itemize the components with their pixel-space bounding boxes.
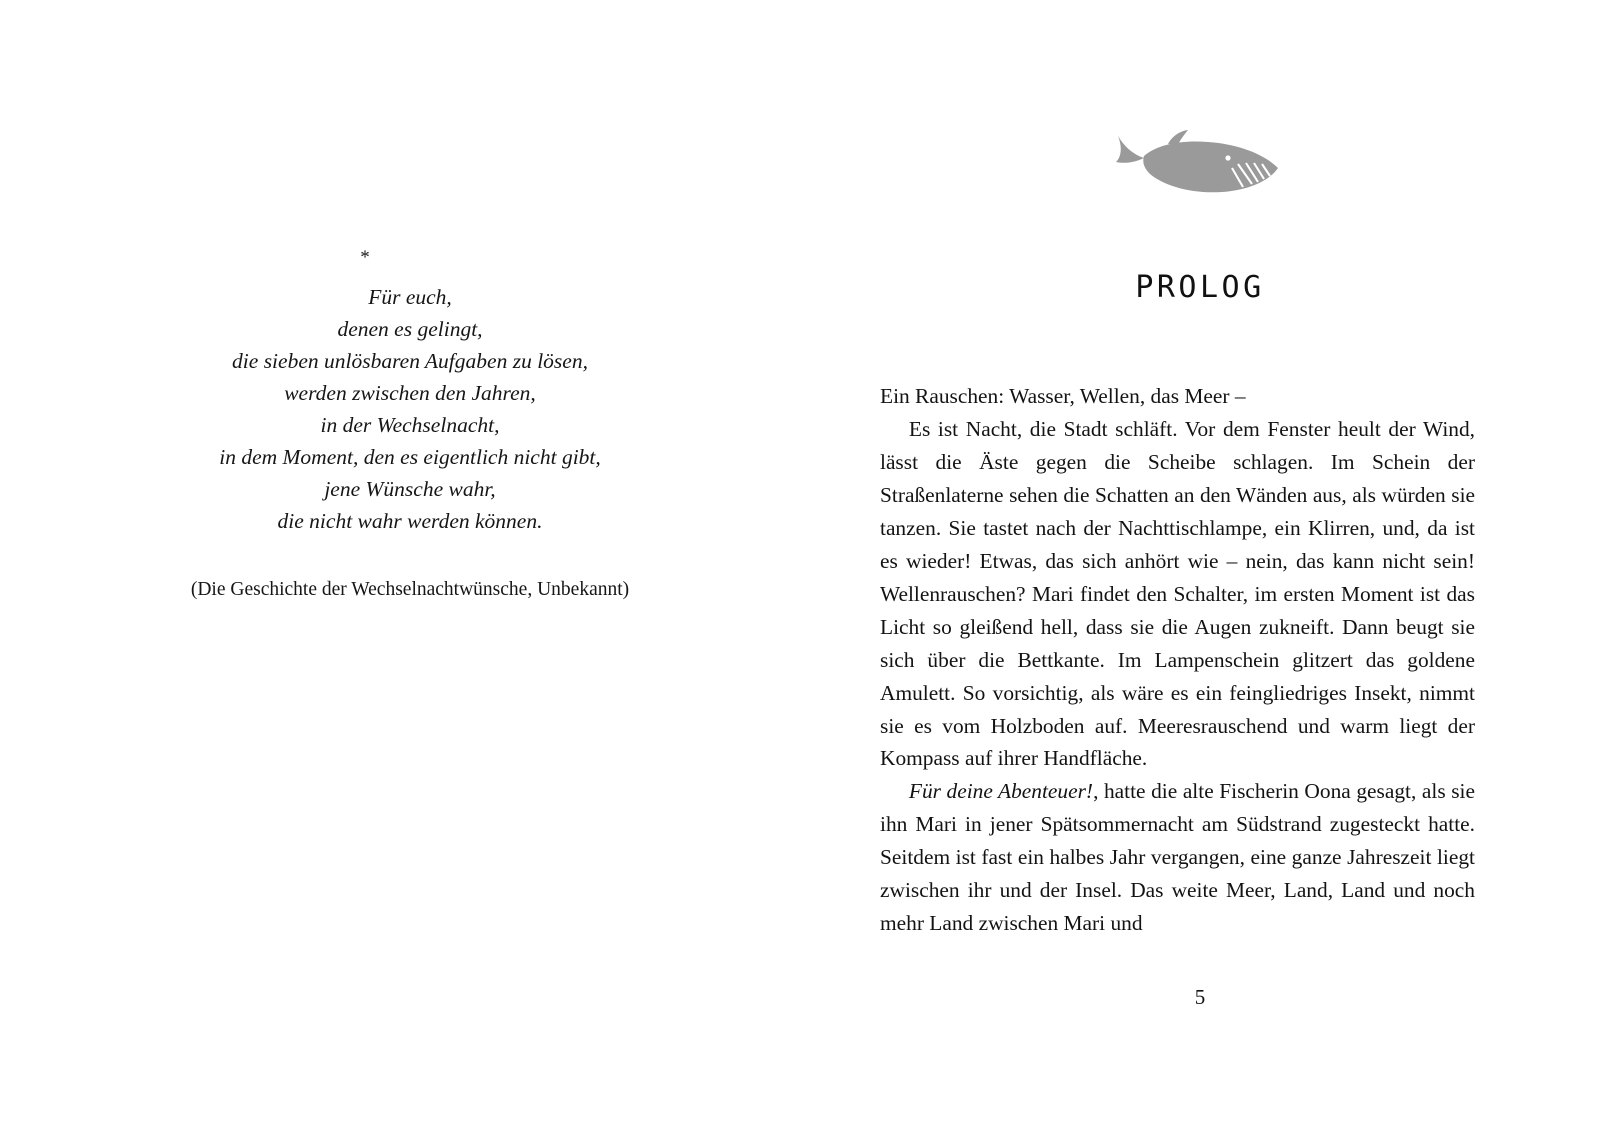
dedication-line: die sieben unlösbaren Aufgaben zu lösen, <box>232 349 588 374</box>
whale-icon <box>1110 120 1290 210</box>
asterisk-ornament: * <box>360 247 370 268</box>
dedication-line: die nicht wahr werden können. <box>277 509 543 534</box>
dedication-line: jene Wünsche wahr, <box>324 477 496 502</box>
dedication-line: Für euch, <box>368 285 452 309</box>
dedication-line: denen es gelingt, <box>337 317 483 342</box>
chapter-title: PROLOG <box>1135 270 1265 305</box>
whale-ornament <box>800 120 1600 210</box>
dedication-text <box>150 281 670 537</box>
paragraph: Es ist Nacht, die Stadt schläft. Vor dem Fenster heult der Wind, lässt die Äste gegen die Scheibe schlagen. Im Schein der Straßenlaterne sehen die Schatten an den Wänden aus, als würden sie tanzen. Sie tastet nach der Nachttischlampe, ein Klirren, und, da ist es wieder! Etwas, das sich anhört wie – nein, das kann nicht sein! Wellenrauschen? Mari findet den Schalter, im ersten Moment ist das Licht so gleißend hell, dass sie die Augen zukneift. Dann beugt sie sich über die Bettkante. Im Lampenschein glitzert das goldene Amulett. So vorsichtig, als wäre es ein feingliedriges Insekt, nimmt sie es vom Holzboden auf. Meeresrauschend und warm liegt der Kompass auf ihrer Handfläche. <box>880 416 1475 771</box>
dedication-line: werden zwischen den Jahren, <box>284 381 536 406</box>
prolog-body <box>880 380 1475 940</box>
dedication-block <box>150 248 670 601</box>
paragraph <box>880 775 1475 940</box>
dedication-line: in dem Moment, den es eigentlich nicht gibt, <box>219 445 601 470</box>
right-page <box>800 0 1600 1131</box>
paragraph-italic-lead: Für deine Abenteuer! <box>908 779 1094 804</box>
whale-eye-icon <box>1225 155 1230 160</box>
paragraph: Ein Rauschen: Wasser, Wellen, das Meer – <box>880 384 1246 408</box>
dedication-source: (Die Geschichte der Wechselnachtwünsche, Unbekannt) <box>190 579 630 601</box>
page-number: 5 <box>1194 985 1206 1009</box>
dedication-line: in der Wechselnacht, <box>320 413 500 438</box>
paragraph-rest: , hatte die alte Fischerin Oona gesagt, als sie ihn Mari in jener Spätsommernacht am Südstrand zugesteckt hatte. Seitdem ist fast ein halbes Jahr vergangen, eine ganze Jahreszeit liegt zwischen ihr und der Insel. Das weite Meer, Land, Land und noch mehr Land zwischen Mari und <box>880 779 1475 936</box>
